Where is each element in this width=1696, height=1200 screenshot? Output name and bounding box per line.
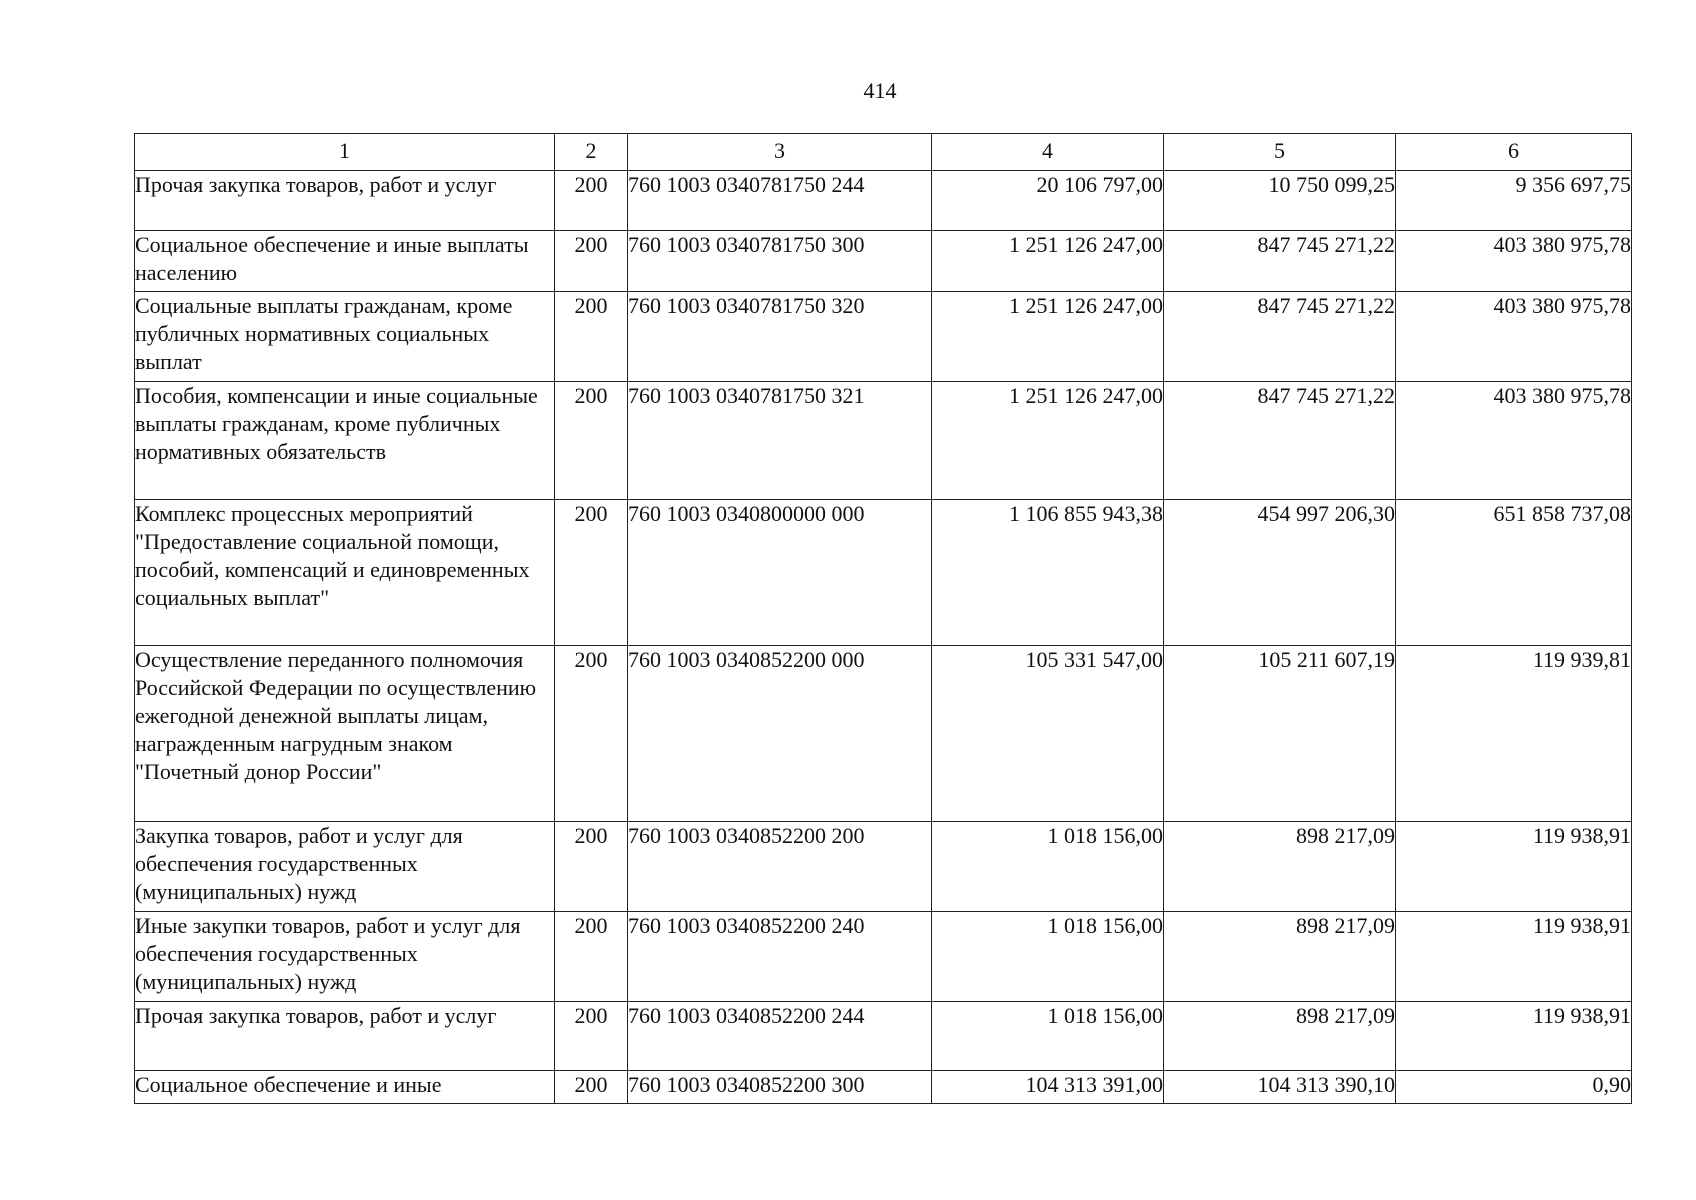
row-col6: 119 938,91 [1396, 1002, 1632, 1071]
row-col5: 898 217,09 [1164, 912, 1396, 1002]
row-col5: 104 313 390,10 [1164, 1071, 1396, 1104]
row-name: Закупка товаров, работ и услуг для обеспечения государственных (муниципальных) нужд [135, 822, 555, 912]
row-col4: 1 251 126 247,00 [932, 382, 1164, 500]
row-col2: 200 [555, 912, 628, 1002]
row-col5: 454 997 206,30 [1164, 500, 1396, 646]
row-col6: 651 858 737,08 [1396, 500, 1632, 646]
header-col-5: 5 [1164, 134, 1396, 171]
row-col4: 1 251 126 247,00 [932, 231, 1164, 292]
row-col6: 403 380 975,78 [1396, 231, 1632, 292]
row-col6: 403 380 975,78 [1396, 292, 1632, 382]
table-row [135, 171, 1632, 231]
table-row [135, 912, 1632, 1002]
row-col4: 1 106 855 943,38 [932, 500, 1164, 646]
row-col2: 200 [555, 646, 628, 822]
row-col6: 0,90 [1396, 1071, 1632, 1104]
table-row [135, 500, 1632, 646]
header-row [135, 134, 1632, 171]
row-code: 760 1003 0340781750 244 [628, 171, 932, 231]
table-row [135, 1071, 1632, 1104]
row-name: Социальные выплаты гражданам, кроме публичных нормативных социальных выплат [135, 292, 555, 382]
header-col-3: 3 [628, 134, 932, 171]
row-name: Комплекс процессных мероприятий "Предоставление социальной помощи, пособий, компенсаций и единовременных социальных выплат" [135, 500, 555, 646]
row-col5: 898 217,09 [1164, 1002, 1396, 1071]
row-code: 760 1003 0340781750 300 [628, 231, 932, 292]
row-col4: 20 106 797,00 [932, 171, 1164, 231]
row-col2: 200 [555, 231, 628, 292]
row-col2: 200 [555, 822, 628, 912]
row-col2: 200 [555, 382, 628, 500]
row-col5: 898 217,09 [1164, 822, 1396, 912]
row-col5: 847 745 271,22 [1164, 231, 1396, 292]
row-col6: 9 356 697,75 [1396, 171, 1632, 231]
row-col4: 1 251 126 247,00 [932, 292, 1164, 382]
row-col2: 200 [555, 292, 628, 382]
row-code: 760 1003 0340852200 000 [628, 646, 932, 822]
header-col-6: 6 [1396, 134, 1632, 171]
header-col-2: 2 [555, 134, 628, 171]
row-code: 760 1003 0340852200 300 [628, 1071, 932, 1104]
row-name: Иные закупки товаров, работ и услуг для обеспечения государственных (муниципальных) нужд [135, 912, 555, 1002]
budget-table [134, 133, 1632, 1104]
row-col5: 10 750 099,25 [1164, 171, 1396, 231]
row-name: Социальное обеспечение и иные выплаты населению [135, 231, 555, 292]
row-col4: 104 313 391,00 [932, 1071, 1164, 1104]
row-col2: 200 [555, 171, 628, 231]
row-name: Прочая закупка товаров, работ и услуг [135, 1002, 555, 1071]
row-code: 760 1003 0340781750 320 [628, 292, 932, 382]
row-col4: 1 018 156,00 [932, 1002, 1164, 1071]
row-name: Осуществление переданного полномочия Российской Федерации по осуществлению ежегодной денежной выплаты лицам, награжденным нагрудным знаком "Почетный донор России" [135, 646, 555, 822]
row-name: Прочая закупка товаров, работ и услуг [135, 171, 555, 231]
row-col2: 200 [555, 1002, 628, 1071]
table-row [135, 292, 1632, 382]
row-col2: 200 [555, 500, 628, 646]
row-col5: 847 745 271,22 [1164, 292, 1396, 382]
row-col5: 847 745 271,22 [1164, 382, 1396, 500]
row-code: 760 1003 0340781750 321 [628, 382, 932, 500]
row-code: 760 1003 0340800000 000 [628, 500, 932, 646]
row-code: 760 1003 0340852200 244 [628, 1002, 932, 1071]
table-row [135, 1002, 1632, 1071]
row-col6: 403 380 975,78 [1396, 382, 1632, 500]
row-code: 760 1003 0340852200 240 [628, 912, 932, 1002]
row-name: Социальное обеспечение и иные [135, 1071, 555, 1104]
row-col6: 119 939,81 [1396, 646, 1632, 822]
table-row [135, 646, 1632, 822]
header-col-4: 4 [932, 134, 1164, 171]
row-col5: 105 211 607,19 [1164, 646, 1396, 822]
row-name: Пособия, компенсации и иные социальные выплаты гражданам, кроме публичных нормативных обязательств [135, 382, 555, 500]
page-number: 414 [863, 78, 897, 103]
table-row [135, 231, 1632, 292]
row-col4: 1 018 156,00 [932, 822, 1164, 912]
row-col2: 200 [555, 1071, 628, 1104]
table-row [135, 822, 1632, 912]
row-col4: 1 018 156,00 [932, 912, 1164, 1002]
header-col-1: 1 [135, 134, 555, 171]
row-col4: 105 331 547,00 [932, 646, 1164, 822]
table-row [135, 382, 1632, 500]
row-col6: 119 938,91 [1396, 822, 1632, 912]
row-col6: 119 938,91 [1396, 912, 1632, 1002]
row-code: 760 1003 0340852200 200 [628, 822, 932, 912]
